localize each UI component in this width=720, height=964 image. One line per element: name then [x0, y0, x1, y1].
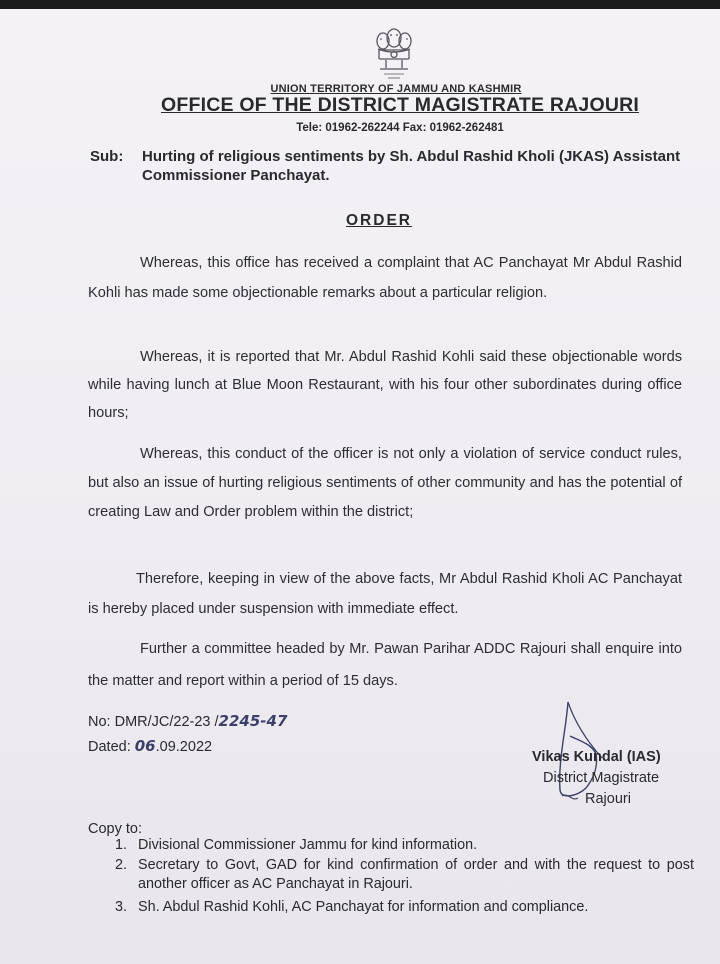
- list-item: [88, 836, 694, 855]
- order-number: [88, 712, 287, 730]
- paragraph-committee: Further a committee headed by Mr. Pawan Parihar ADDC Rajouri shall enquire into the matter and report within a period of 15 days.: [88, 641, 682, 689]
- date-rest: .09.2022: [155, 739, 213, 755]
- list-item-number: 2.: [115, 857, 128, 873]
- paragraph-suspension: Therefore, keeping in view of the above facts, Mr Abdul Rashid Kholi AC Panchayat is hereby placed under suspension with immediate effect.: [88, 571, 682, 617]
- subject-label: Sub:: [90, 148, 124, 165]
- subject-block: [90, 147, 700, 185]
- signatory-name: Vikas Kundal (IAS): [532, 749, 661, 765]
- list-item: [88, 856, 694, 894]
- list-item-text: Secretary to Govt, GAD for kind confirmation of order and with the request to post another officer as AC Panchayat in Rajouri.: [138, 857, 694, 892]
- order-heading: ORDER: [346, 212, 412, 229]
- order-number-handwritten: 2245-47: [218, 712, 288, 730]
- order-number-label: No: DMR/JC/22-23 /: [88, 714, 219, 730]
- paragraph-report: Whereas, it is reported that Mr. Abdul Rashid Kohli said these objectionable words while having lunch at Blue Moon Restaurant, with his four other subordinates during office hours;: [88, 349, 682, 421]
- screen-top-bar: [0, 0, 720, 9]
- signatory-place: Rajouri: [585, 791, 631, 807]
- paragraph-conduct: Whereas, this conduct of the officer is not only a violation of service conduct rules, but also an issue of hurting religious sentiments of other community and has the potential of creating Law and Order problem within the district;: [88, 446, 682, 520]
- territory-line: UNION TERRITORY OF JAMMU AND KASHMIR: [270, 83, 522, 95]
- paragraph-complaint: Whereas, this office has received a complaint that AC Panchayat Mr Abdul Rashid Kohli has made some objectionable remarks about a particular religion.: [88, 255, 682, 301]
- list-item-number: 3.: [115, 899, 128, 915]
- state-emblem-icon: [366, 22, 422, 84]
- office-title: OFFICE OF THE DISTRICT MAGISTRATE RAJOURI: [161, 94, 639, 116]
- signatory-designation: District Magistrate: [543, 770, 660, 786]
- copy-to-label: Copy to:: [88, 821, 142, 837]
- contact-line: Tele: 01962-262244 Fax: 01962-262481: [296, 122, 504, 134]
- date-label: Dated:: [88, 739, 135, 755]
- list-item: [88, 898, 694, 917]
- subject-text: Hurting of religious sentiments by Sh. Abdul Rashid Kholi (JKAS) Assistant Commissioner Panchayat.: [142, 148, 681, 184]
- order-date: [88, 737, 212, 755]
- date-handwritten-day: 06: [134, 737, 156, 755]
- copy-to-list: [88, 836, 694, 917]
- list-item-text: Sh. Abdul Rashid Kohli, AC Panchayat for information and compliance.: [138, 899, 589, 915]
- list-item-number: 1.: [115, 837, 128, 853]
- list-item-text: Divisional Commissioner Jammu for kind information.: [138, 837, 478, 853]
